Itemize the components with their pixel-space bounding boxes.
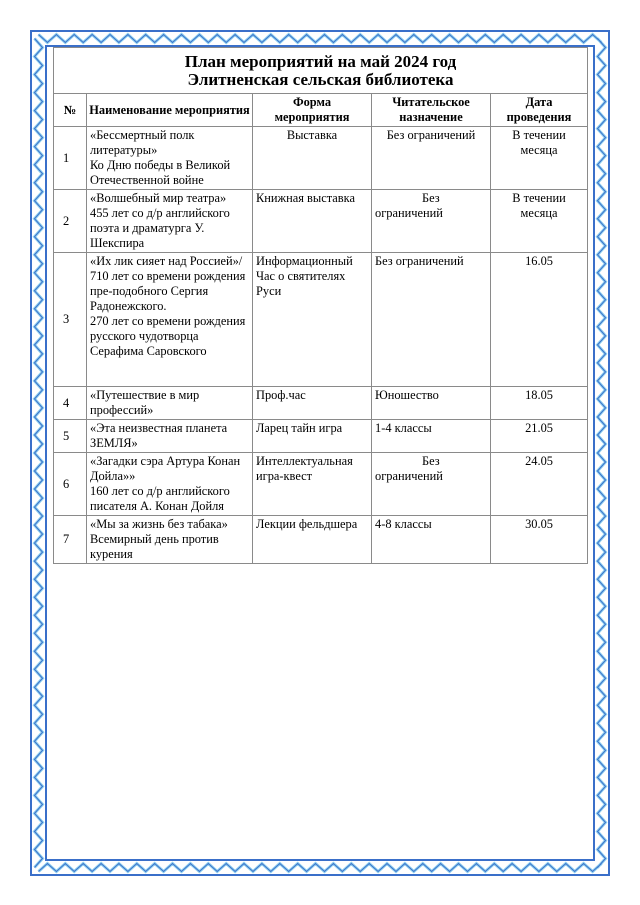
event-date: 21.05: [491, 420, 588, 453]
event-name: [87, 516, 253, 564]
event-name: [87, 453, 253, 516]
event-audience: Без ограничений: [372, 253, 491, 387]
event-name-line: «Их лик сияет над Россией»/ 710 лет со времени рождения пре-подобного Сергия Радонежского.: [90, 254, 246, 313]
event-form: Ларец тайн игра: [253, 420, 372, 453]
event-date: В течении месяца: [491, 127, 588, 190]
row-number: 5: [54, 420, 87, 453]
event-plan-document: [53, 47, 587, 564]
events-table: [53, 47, 588, 564]
header-event-form: Форма мероприятия: [253, 94, 372, 127]
event-date: 30.05: [491, 516, 588, 564]
header-event-name: Наименование мероприятия: [87, 94, 253, 127]
row-number: 4: [54, 387, 87, 420]
row-number: 7: [54, 516, 87, 564]
header-number: №: [54, 94, 87, 127]
event-form: Книжная выставка: [253, 190, 372, 253]
event-audience: Без ограничений: [372, 127, 491, 190]
event-name-line: 270 лет со времени рождения русского чудотворца Серафима Саровского: [90, 314, 246, 358]
event-form: Выставка: [253, 127, 372, 190]
title-line-1: План мероприятий на май 2024 год: [184, 52, 457, 71]
event-name: [87, 253, 253, 387]
event-name: [87, 127, 253, 190]
row-number: 1: [54, 127, 87, 190]
event-audience: 4-8 классы: [372, 516, 491, 564]
event-name-line: «Эта неизвестная планета ЗЕМЛЯ»: [90, 421, 228, 450]
event-form: Интеллектуальная игра-квест: [253, 453, 372, 516]
event-audience: Без ограничений: [372, 190, 491, 253]
table-row: [54, 127, 588, 190]
event-name: [87, 387, 253, 420]
event-date: 18.05: [491, 387, 588, 420]
event-form: Лекции фельдшера: [253, 516, 372, 564]
table-row: [54, 190, 588, 253]
event-name-line: «Загадки сэра Артура Конан Дойла»»: [90, 454, 241, 483]
event-form: Проф.час: [253, 387, 372, 420]
event-name-line: Ко Дню победы в Великой Отечественной войне: [90, 158, 231, 187]
event-name-line: Всемирный день против курения: [90, 532, 219, 561]
event-name-line: «Бессмертный полк литературы»: [90, 128, 195, 157]
event-name: [87, 190, 253, 253]
title-line-2: Элитненская сельская библиотека: [187, 70, 454, 89]
row-number: 6: [54, 453, 87, 516]
table-row: [54, 453, 588, 516]
table-row: [54, 387, 588, 420]
event-audience: Без ограничений: [372, 453, 491, 516]
event-name-line: «Волшебный мир театра»: [90, 191, 227, 205]
event-name-line: «Путешествие в мир профессий»: [90, 388, 200, 417]
table-row: [54, 516, 588, 564]
table-row: [54, 253, 588, 387]
document-title: [54, 48, 588, 94]
header-date: Дата проведения: [491, 94, 588, 127]
event-name-line: 160 лет со д/р английского писателя А. Конан Дойля: [90, 484, 230, 513]
event-date: 16.05: [491, 253, 588, 387]
event-name-line: 455 лет со д/р английского поэта и драматурга У. Шекспира: [90, 206, 230, 250]
row-number: 3: [54, 253, 87, 387]
title-row: [54, 48, 588, 94]
event-form: Информационный Час о святителях Руси: [253, 253, 372, 387]
event-date: В течении месяца: [491, 190, 588, 253]
header-row: [54, 94, 588, 127]
header-audience: Читательское назначение: [372, 94, 491, 127]
row-number: 2: [54, 190, 87, 253]
event-name-line: «Мы за жизнь без табака»: [90, 517, 228, 531]
event-audience: Юношество: [372, 387, 491, 420]
event-date: 24.05: [491, 453, 588, 516]
event-name: [87, 420, 253, 453]
event-audience: 1-4 классы: [372, 420, 491, 453]
table-row: [54, 420, 588, 453]
